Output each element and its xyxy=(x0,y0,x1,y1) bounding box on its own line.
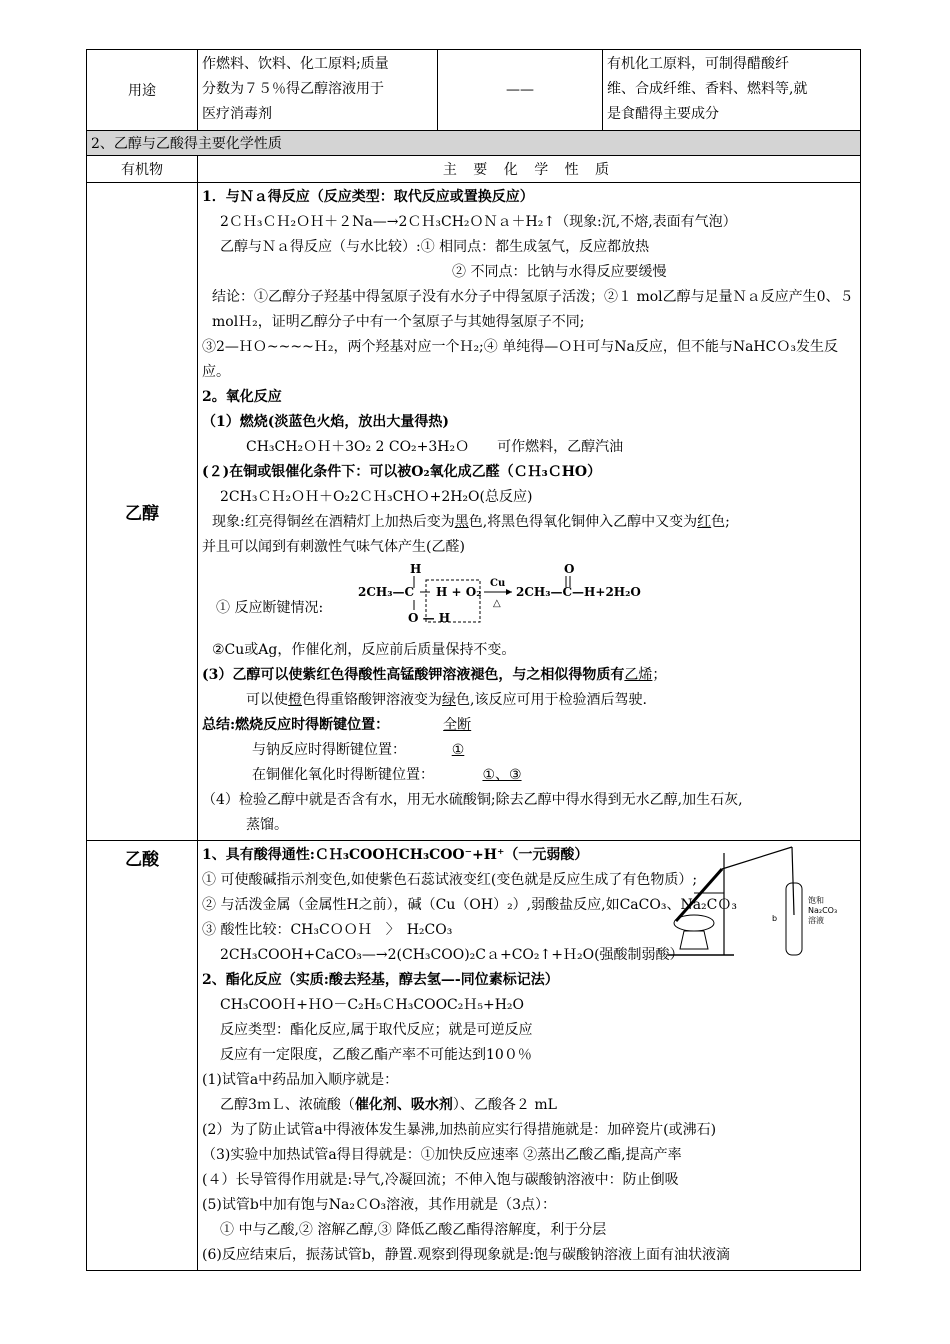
header-row xyxy=(87,156,861,183)
dichromate-text: 可以使 xyxy=(246,692,288,708)
kmno4-text: (3）乙醇可以使紫红色得酸性高锰酸钾溶液褪色，与之相似得物质有 xyxy=(202,667,625,683)
acetic-line: CH₃COOＨ+ＨO－C₂H₅ＣH₃COOC₂Ｈ₅+H₂O xyxy=(220,997,525,1013)
ethanol-conclusion: ③2—ＨＯ~~~~Ｈ₂，两个羟基对应一个Ｈ₂;④ 单纯得—ＯＨ可与Na反应，但不能与NaHCＯ₃发生反应。 xyxy=(202,339,838,380)
phenomenon-answer: 黑 xyxy=(454,514,469,530)
bond-breaking-label: ① 反应断键情况: xyxy=(216,600,324,616)
usage-ethanol-line: 医疗消毒剂 xyxy=(202,106,272,122)
acetic-line: （3)实验中加热试管a得目得就是：①加快反应速率 ②蒸出乙酸乙酯,提高产率 xyxy=(202,1147,682,1163)
kmno4-answer: 乙烯 xyxy=(624,667,653,683)
usage-acetic-line: 维、合成纤维、香料、燃料等,就 xyxy=(607,81,808,97)
eq-catalyst: Cu xyxy=(490,578,506,589)
section-row xyxy=(87,131,861,156)
dichromate-text: 色,该反应可用于检验酒后驾驶. xyxy=(456,692,647,708)
acetic-line: 2、酯化反应（实质:酸去羟基，醇去氢—-同位素标记法） xyxy=(202,972,559,988)
acetic-line: ① 可使酸碱指示剂变色,如使紫色石蕊试液变红(变色就是反应生成了有色物质）; xyxy=(202,872,698,888)
order-bold: 催化剂、吸水剂 xyxy=(354,1097,453,1113)
kmno4-text: ； xyxy=(652,667,667,683)
order-text: ）、乙酸各２ mL xyxy=(452,1097,557,1113)
acetic-line: ① 中与乙酸,② 溶解乙醇,③ 降低乙酸乙酯得溶解度，利于分层 xyxy=(220,1222,607,1238)
section-title: 2、乙醇与乙酸得主要化学性质 xyxy=(87,131,861,156)
usage-label: 用途 xyxy=(87,50,198,131)
eq-h-box: H + O₂ xyxy=(436,585,482,599)
eq-left-formula: 2CH₃—C xyxy=(358,585,415,599)
bond-breaking-diagram xyxy=(202,560,856,638)
phenomenon-answer: 红 xyxy=(697,514,712,530)
summary-text: 在铜催化氧化时得断键位置： xyxy=(252,767,434,783)
usage-middle: —— xyxy=(438,50,603,131)
ethanol-phenomenon xyxy=(202,510,856,535)
ethanol-line: ②Cu或Ag，作催化剂，反应前后质量保持不变。 xyxy=(212,642,516,658)
esterification-apparatus xyxy=(654,845,854,959)
acetic-line: (４）长导管得作用就是:导气,冷凝回流；不伸入饱与碳酸钠溶液中：防止倒吸 xyxy=(202,1172,679,1188)
summary-answer: ①、③ xyxy=(482,767,522,783)
acetic-line: 反应有一定限度，乙酸乙酯产率不可能达到10０％ xyxy=(220,1047,532,1063)
summary-text: 总结:燃烧反应时得断键位置： xyxy=(202,717,390,733)
summary-copper xyxy=(202,763,856,788)
ethanol-line: 并且可以闻到有刺激性气味气体产生(乙醛) xyxy=(202,539,465,555)
eq-heat: △ xyxy=(493,598,501,609)
ethanol-line: 2。氧化反应 xyxy=(202,389,282,405)
usage-acetic-line: 有机化工原料，可制得醋酸纤 xyxy=(607,56,789,72)
acetic-label: 乙酸 xyxy=(87,841,198,1271)
summary-combustion xyxy=(202,713,856,738)
ethanol-line: CH₃CH₂ＯＨ＋3O₂ 2 CO₂+3H₂Ｏ 可作燃料，乙醇汽油 xyxy=(246,439,624,455)
summary-answer: ① xyxy=(451,742,465,758)
dichromate-text: 色得重铬酸钾溶液变为 xyxy=(302,692,442,708)
test-tube-a xyxy=(676,869,722,921)
acetic-line: 2CH₃COOH+CaCO₃—→2(CH₃COO)₂Cａ+CO₂↑+Ｈ₂O(强酸制弱酸） xyxy=(220,947,684,963)
ethanol-line: （4）检验乙醇中就是否含有水，用无水硫酸铜;除去乙醇中得水得到无水乙醇,加生石灰, xyxy=(202,792,743,808)
apparatus-label: 饱和 xyxy=(808,896,824,905)
phenomenon-text: 现象:红亮得铜丝在酒精灯上加热后变为 xyxy=(212,514,455,530)
acetic-line: (6)反应结束后，振荡试管b，静置.观察到得现象就是:饱与碳酸钠溶液上面有油状液滴 xyxy=(202,1247,730,1263)
acetic-line: ② 与活泼金属（金属性H之前），碱（Cu（OH）₂）,弱酸盐反应,如CaCO₃、Na₂CＯ₃ xyxy=(202,897,737,913)
properties-table xyxy=(86,49,861,1271)
dichromate-answer: 橙 xyxy=(288,692,302,708)
apparatus-label: 溶液 xyxy=(808,916,824,925)
usage-acetic-line: 是食醋得主要成分 xyxy=(607,106,719,122)
ethanol-line: (２)在铜或银催化条件下：可以被O₂氧化成乙醛（ＣＨ₃ＣHO） xyxy=(202,464,602,480)
test-tube-b xyxy=(786,883,802,955)
alcohol-lamp xyxy=(680,931,708,949)
ethanol-line: 蒸馏。 xyxy=(246,817,288,833)
acetic-line: ③ 酸性比较：CH₃CＯＯＨ 〉 H₂CO₃ xyxy=(202,922,453,938)
eq-o-h: O — H xyxy=(408,611,451,625)
usage-ethanol-line: 分数为７５％得乙醇溶液用于 xyxy=(202,81,384,97)
ethanol-dichromate xyxy=(202,688,856,713)
usage-acetic xyxy=(603,50,861,131)
ethanol-label: 乙醇 xyxy=(87,183,198,841)
acetic-line: (1)试管a中药品加入顺序就是： xyxy=(202,1072,399,1088)
usage-row xyxy=(87,50,861,131)
ethanol-row xyxy=(87,183,861,841)
phenomenon-text: 色; xyxy=(711,514,730,530)
summary-sodium xyxy=(202,738,856,763)
usage-ethanol xyxy=(198,50,438,131)
acetic-properties xyxy=(198,841,861,1271)
acetic-line: 反应类型：酯化反应,属于取代反应；就是可逆反应 xyxy=(220,1022,533,1038)
order-text: 乙醇3ｍＬ、浓硫酸（ xyxy=(220,1097,355,1113)
ethanol-line: 1．与Ｎａ得反应（反应类型：取代反应或置换反应） xyxy=(202,189,534,205)
header-properties: 主 要 化 学 性 质 xyxy=(198,156,861,183)
ethanol-conclusion: 结论：①乙醇分子羟基中得氢原子没有水分子中得氢原子活泼；②１ mol乙醇与足量Ｎａ反应产生0、５molＨ₂，证明乙醇分子中有一个氢原子与其她得氢原子不同; xyxy=(212,289,854,330)
header-organic: 有机物 xyxy=(87,156,198,183)
ethanol-line: ② 不同点：比钠与水得反应要缓慢 xyxy=(452,264,667,280)
ethanol-line: 2ＣＨ₃ＣＨ₂ＯＨ＋２Na—→2ＣＨ₃CH₂ＯＮａ＋H₂↑（现象:沉,不熔,表面有气泡） xyxy=(220,214,737,230)
acetic-line: (2）为了防止试管a中得液体发生暴沸,加热前应实行得措施就是：加碎瓷片(或沸石) xyxy=(202,1122,717,1138)
eq-arrow-head xyxy=(506,589,512,595)
reaction-equation-svg xyxy=(354,560,654,638)
phenomenon-text: 色,将黑色得氧化铜伸入乙醇中又变为 xyxy=(468,514,698,530)
dichromate-answer: 绿 xyxy=(442,692,456,708)
eq-o-top: O xyxy=(564,562,575,576)
ethanol-line: 乙醇与Ｎａ得反应（与水比较）:① 相同点：都生成氢气，反应都放热 xyxy=(220,239,650,255)
acetic-order xyxy=(202,1093,856,1118)
ethanol-line: （1）燃烧(淡蓝色火焰，放出大量得热) xyxy=(202,414,449,430)
eq-right-formula: 2CH₃—C—H+2H₂O xyxy=(516,585,641,599)
acetic-row xyxy=(87,841,861,1271)
ethanol-line: 2CH₃ＣＨ₂ＯＨ＋O₂2ＣＨ₃CHＯ+2H₂O(总反应) xyxy=(220,489,533,505)
apparatus-label: Na₂CO₃ xyxy=(808,906,838,915)
summary-text: 与钠反应时得断键位置： xyxy=(252,742,406,758)
eq-h-top: H xyxy=(410,562,422,576)
apparatus-label-b: b xyxy=(772,914,778,923)
usage-ethanol-line: 作燃料、饮料、化工原料;质量 xyxy=(202,56,389,72)
ethanol-properties xyxy=(198,183,861,841)
ethanol-kmno4 xyxy=(202,663,856,688)
acetic-line: 1、具有酸得通性:ＣＨ₃COOＨCH₃COO⁻+H⁺（一元弱酸） xyxy=(202,847,589,863)
long-tube-down xyxy=(792,847,794,915)
long-tube xyxy=(722,847,792,869)
acetic-line: (5)试管b中加有饱与Na₂ＣO₃溶液，其作用就是（3点）： xyxy=(202,1197,556,1213)
summary-answer: 全断 xyxy=(443,717,472,733)
